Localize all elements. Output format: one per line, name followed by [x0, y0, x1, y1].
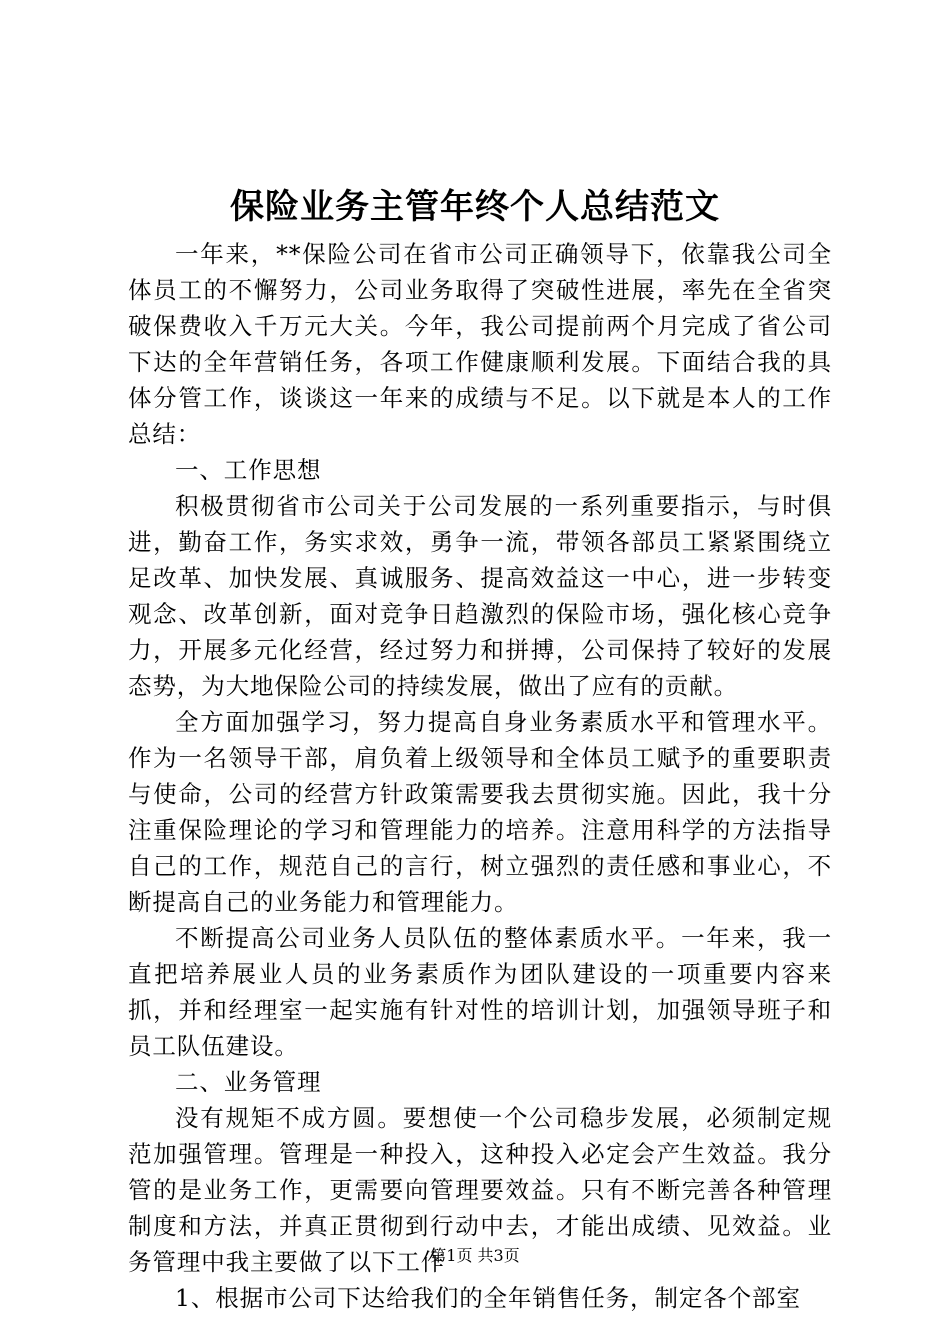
document-title: 保险业务主管年终个人总结范文: [230, 187, 720, 227]
paragraph-team-quality: 不断提高公司业务人员队伍的整体素质水平。一年来，我一直把培养展业人员的业务素质作为团队建设的一项重要内容来抓，并和经理室一起实施有针对性的培训计划，加强领导班子和员工队伍建设。: [128, 924, 832, 1060]
paragraph-learning: 全方面加强学习，努力提高自身业务素质水平和管理水平。作为一名领导干部，肩负着上级领导和全体员工赋予的重要职责与使命，公司的经营方针政策需要我去贯彻实施。因此，我十分注重保险理论的学习和管理能力的培养。注意用科学的方法指导自己的工作，规范自己的言行，树立强烈的责任感和事业心，不断提高自己的业务能力和管理能力。: [128, 708, 832, 916]
paragraph-work-thinking: 积极贯彻省市公司关于公司发展的一系列重要指示，与时俱进，勤奋工作，务实求效，勇争一流，带领各部员工紧紧围绕立足改革、加快发展、真诚服务、提高效益这一中心，进一步转变观念、改革创新，面对竞争日趋激烈的保险市场，强化核心竞争力，开展多元化经营，经过努力和拼搏，公司保持了较好的发展态势，为大地保险公司的持续发展，做出了应有的贡献。: [128, 492, 832, 700]
paragraph-item-1: 1、根据市公司下达给我们的全年销售任务，制定各个部室: [175, 1284, 801, 1312]
section-heading-work-thinking: 一、工作思想: [175, 456, 322, 484]
paragraph-business-management: 没有规矩不成方圆。要想使一个公司稳步发展，必须制定规范加强管理。管理是一种投入，这种投入必定会产生效益。我分管的是业务工作，更需要向管理要效益。只有不断完善各种管理制度和方法，并真正贯彻到行动中去，才能出成绩、见效益。业务管理中我主要做了以下工作: [128, 1104, 832, 1276]
document-body: [128, 236, 832, 1316]
section-heading-business-management: 二、业务管理: [175, 1068, 322, 1096]
paragraph-intro: 一年来，**保险公司在省市公司正确领导下，依靠我公司全体员工的不懈努力，公司业务取得了突破性进展，率先在全省突破保费收入千万元大关。今年，我公司提前两个月完成了省公司下达的全年营销任务，各项工作健康顺利发展。下面结合我的具体分管工作，谈谈这一年来的成绩与不足。以下就是本人的工作总结：: [128, 240, 832, 448]
page-footer: 第1页 共3页: [430, 1246, 520, 1265]
